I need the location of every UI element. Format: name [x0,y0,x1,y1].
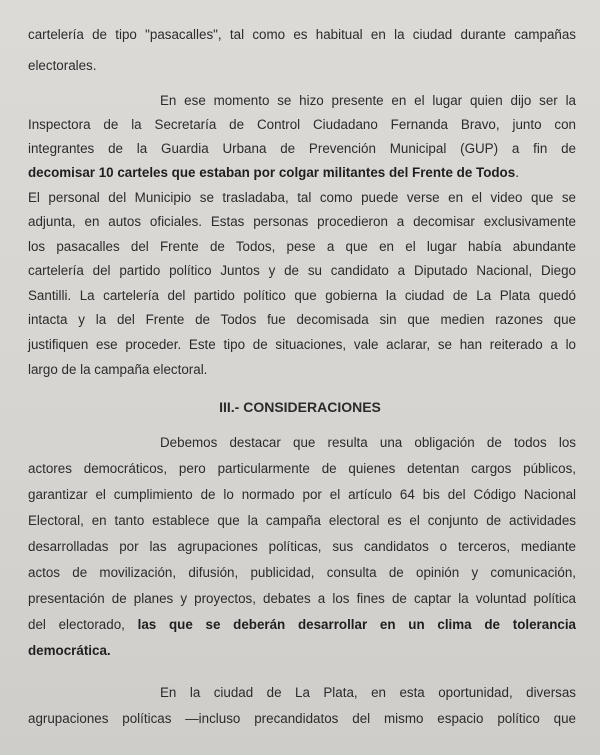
paragraph-2-line-11: justifiquen ese proceder. Este tipo de situaciones, vale aclarar, se han reiterado a lo [28,337,576,352]
paragraph-2-line-7: los pasacalles del Frente de Todos, pese a que en el lugar había abundante [28,239,576,254]
paragraph-2-line-5: El personal del Municipio se trasladaba, tal como puede verse en el video que se [28,190,576,205]
paragraph-1-line-1: cartelería de tipo "pasacalles", tal como es habitual en la ciudad durante campañas [28,27,576,42]
paragraph-3-line-8 [28,617,576,633]
paragraph-3-line-4: Electoral, en tanto establece que la campaña electoral es el conjunto de actividades [28,513,576,528]
paragraph-2-line-4 [28,165,576,181]
paragraph-3-line-9 [28,643,576,659]
paragraph-2-line-3: integrantes de la Guardia Urbana de Prevención Municipal (GUP) a fin de [28,141,576,156]
paragraph-2-bold-text: decomisar 10 carteles que estaban por colgar militantes del Frente de Todos [28,165,516,180]
paragraph-1-line-2: electorales. [28,58,97,73]
paragraph-2-line-6: adjunta, en autos oficiales. Estas personas procedieron a decomisar exclusivamente [28,214,576,229]
paragraph-4-line-1: En la ciudad de La Plata, en esta oportunidad, diversas [160,685,576,700]
paragraph-3-line-3: garantizar el cumplimiento de lo normado por el artículo 64 bis del Código Nacional [28,487,576,502]
paragraph-3-line-1: Debemos destacar que resulta una obligación de todos los [160,435,576,450]
paragraph-4-line-2: agrupaciones políticas —incluso precandidatos del mismo espacio político que [28,711,576,726]
paragraph-3-line-7: presentación de planes y proyectos, debates a los fines de captar la voluntad política [28,591,576,606]
paragraph-3-bold-text: las que se deberán desarrollar en un clima de tolerancia [137,617,576,632]
paragraph-3-line-6: actos de movilización, difusión, publicidad, consulta de opinión y comunicación, [28,565,576,580]
section-heading: III.- CONSIDERACIONES [219,399,381,415]
paragraph-3-line-2: actores democráticos, pero particularmente de quienes detentan cargos públicos, [28,461,576,476]
paragraph-3-line-5: desarrolladas por las agrupaciones políticas, sus candidatos o terceros, mediante [28,539,576,554]
paragraph-3-line-8-start: del electorado, [28,617,138,632]
paragraph-2-line-9: Santilli. La cartelería del partido político que gobierna la ciudad de La Plata quedó [28,288,576,303]
paragraph-2-line-2: Inspectora de la Secretaría de Control Ciudadano Fernanda Bravo, junto con [28,117,576,132]
paragraph-2-line-10: intacta y la del Frente de Todos fue decomisada sin que medien razones que [28,312,576,327]
paragraph-2-line-1: En ese momento se hizo presente en el lugar quien dijo ser la [160,93,576,108]
paragraph-3-bold-end: democrática. [28,643,111,658]
paragraph-2-line-12: largo de la campaña electoral. [28,362,208,377]
paragraph-2-line-8: cartelería del partido político Juntos y de su candidato a Diputado Nacional, Diego [28,263,576,278]
paragraph-2-line-4-end: . [515,165,519,180]
